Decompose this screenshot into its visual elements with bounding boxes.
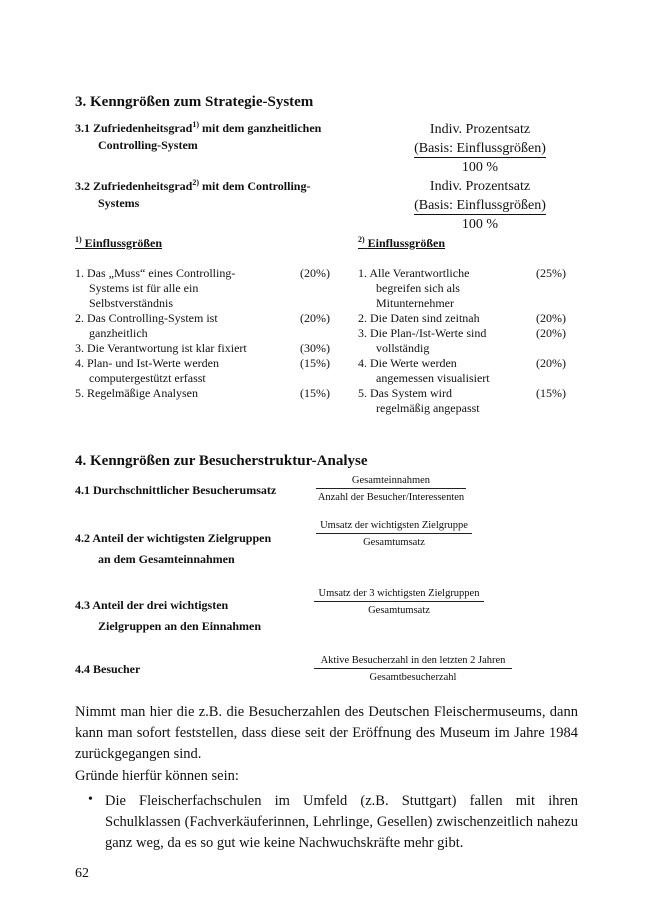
- item-4-3-label-line: 4.3 Anteil der drei wichtigsten: [75, 598, 229, 612]
- right-item-4-percent: (20%): [536, 356, 566, 370]
- right-item-1-line: begreifen sich als: [376, 281, 460, 295]
- right-item-1-line: Mitunternehmer: [376, 296, 454, 310]
- right-item-4-line: angemessen visualisiert: [376, 371, 490, 385]
- left-item-1-line: Selbstverständnis: [89, 296, 173, 310]
- item-3-2-text-c: Systems: [98, 196, 140, 210]
- left-item-4-line: computergestützt erfasst: [89, 371, 206, 385]
- right-list: [358, 266, 566, 416]
- item-4-3-denominator: Gesamtumsatz: [368, 605, 430, 616]
- item-3-2-text-b: mit dem Controlling-: [199, 179, 311, 193]
- item-4-4-fraction: [314, 655, 512, 683]
- right-item-2-line: 2. Die Daten sind zeitnah: [358, 311, 480, 325]
- item-3-2-value-line3: 100 %: [461, 217, 499, 232]
- left-item-2-line: 2. Das Controlling-System ist: [75, 311, 218, 325]
- item-4-1-numerator: Gesamteinnahmen: [316, 475, 466, 489]
- right-list-item: [358, 311, 566, 326]
- item-4-2-fraction: [316, 520, 472, 548]
- left-list: [75, 266, 330, 401]
- item-3-1-value: [390, 120, 570, 177]
- body-paragraph-2: Gründe hierfür können sein:: [75, 768, 239, 784]
- right-item-3-line: 3. Die Plan-/Ist-Werte sind: [358, 326, 487, 340]
- right-item-2-percent: (20%): [536, 311, 566, 325]
- left-item-4-percent: (15%): [300, 356, 330, 370]
- item-4-1-label: 4.1 Durchschnittlicher Besucherumsatz: [75, 483, 277, 497]
- left-item-3-line: 3. Die Verantwortung ist klar fixiert: [75, 341, 247, 355]
- section-4-heading: 4. Kenngrößen zur Besucherstruktur-Analyse: [75, 453, 368, 469]
- item-3-1-text-c: Controlling-System: [98, 138, 198, 152]
- left-list-title-text: Einflussgrößen: [84, 236, 163, 250]
- right-list-item: [358, 356, 566, 386]
- item-4-4-denominator: Gesamtbesucherzahl: [369, 672, 457, 683]
- left-list-item: [75, 356, 330, 386]
- item-3-1-value-line2: (Basis: Einflussgrößen): [414, 141, 546, 156]
- item-4-3-fraction: [314, 588, 484, 616]
- right-list-title: [358, 235, 445, 252]
- item-4-2-label-line: 4.2 Anteil der wichtigsten Zielgruppen: [75, 531, 272, 545]
- page-number: 62: [75, 866, 89, 881]
- item-4-1-denominator: Anzahl der Besucher/Interessenten: [317, 492, 465, 503]
- right-item-1-line: 1. Alle Verantwortliche: [358, 266, 470, 280]
- item-3-2-value-line1: Indiv. Prozentsatz: [429, 179, 531, 194]
- left-item-1-percent: (20%): [300, 266, 330, 280]
- left-item-5-line: 5. Regelmäßige Analysen: [75, 386, 198, 400]
- right-list-item: [358, 386, 566, 416]
- left-list-item: [75, 386, 330, 401]
- item-4-4-label: 4.4 Besucher: [75, 662, 141, 676]
- left-item-4-line: 4. Plan- und Ist-Werte werden: [75, 356, 219, 370]
- left-item-2-line: ganzheitlich: [89, 326, 148, 340]
- body-paragraph: Nimmt man hier die z.B. die Besucherzahlen des Deutschen Fleischermuseums, dann kann man sofort feststellen, dass diese seit der Eröffnung des Museum im Jahre 1984 zurückgegangen sind.: [75, 704, 578, 762]
- right-list-sup: 2): [358, 235, 365, 244]
- footnote-ref-2: 2): [192, 178, 200, 187]
- right-item-5-line: 5. Das System wird: [358, 386, 452, 400]
- item-4-2-label-line: an dem Gesamteinnahmen: [98, 552, 235, 566]
- item-4-3-numerator: Umsatz der 3 wichtigsten Zielgruppen: [314, 588, 484, 602]
- left-item-2-percent: (20%): [300, 311, 330, 325]
- item-3-2-text-a: 3.2 Zufriedenheitsgrad: [75, 179, 193, 193]
- right-item-5-percent: (15%): [536, 386, 566, 400]
- left-item-5-percent: (15%): [300, 386, 330, 400]
- right-list-item: [358, 266, 566, 311]
- item-3-2-label: [75, 178, 395, 212]
- item-3-1-value-line1: Indiv. Prozentsatz: [429, 122, 531, 137]
- bullet-icon: •: [88, 792, 93, 807]
- item-4-2-denominator: Gesamtumsatz: [363, 537, 425, 548]
- right-list-item: [358, 326, 566, 356]
- item-4-3-label-line: Zielgruppen an den Einnahmen: [98, 619, 262, 633]
- right-item-3-line: vollständig: [376, 341, 430, 355]
- item-3-1-text-a: 3.1 Zufriedenheitsgrad: [75, 121, 193, 135]
- left-list-sup: 1): [75, 235, 82, 244]
- item-4-3-label: [75, 595, 261, 637]
- item-3-1-text-b: mit dem ganzheitlichen: [199, 121, 322, 135]
- left-item-1-line: 1. Das „Muss“ eines Controlling-: [75, 266, 236, 280]
- left-list-title: [75, 235, 162, 252]
- item-3-2-value: [390, 177, 570, 234]
- right-list-title-text: Einflussgrößen: [367, 236, 446, 250]
- item-3-1-label: [75, 120, 395, 154]
- right-item-3-percent: (20%): [536, 326, 566, 340]
- left-list-item: [75, 311, 330, 341]
- right-item-5-line: regelmäßig angepasst: [376, 401, 480, 415]
- item-4-1-fraction: [316, 475, 466, 503]
- left-list-item: [75, 266, 330, 311]
- right-item-1-percent: (25%): [536, 266, 566, 280]
- item-4-4-numerator: Aktive Besucherzahl in den letzten 2 Jahren: [314, 655, 512, 669]
- item-4-2-numerator: Umsatz der wichtigsten Zielgruppe: [316, 520, 472, 534]
- item-3-1-value-line3: 100 %: [461, 160, 499, 175]
- left-item-3-percent: (30%): [300, 341, 330, 355]
- left-item-1-line: Systems ist für alle ein: [89, 281, 199, 295]
- item-4-2-label: [75, 528, 271, 570]
- right-item-4-line: 4. Die Werte werden: [358, 356, 457, 370]
- bullet-text: Die Fleischerfachschulen im Umfeld (z.B. Stuttgart) fallen mit ihren Schulklassen (Fachverkäuferinnen, Lehrlinge, Gesellen) zwischenzeitlich nahezu ganz weg, da es so gut wie keine Nachwuchskräfte mehr gibt.: [105, 793, 578, 851]
- left-list-item: [75, 341, 330, 356]
- section-3-heading: 3. Kenngrößen zum Strategie-System: [75, 94, 314, 110]
- item-3-2-value-line2: (Basis: Einflussgrößen): [414, 198, 546, 213]
- footnote-ref-1: 1): [192, 120, 200, 129]
